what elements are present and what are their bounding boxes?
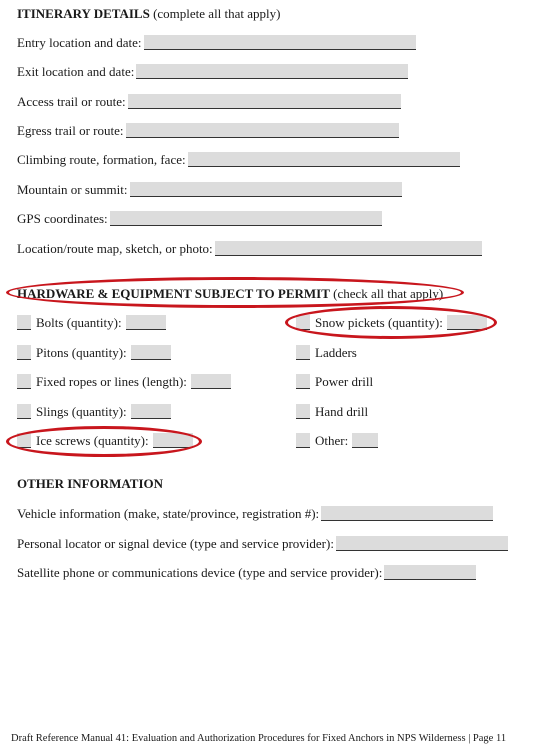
pitons-label: Pitons (quantity): (36, 345, 127, 360)
ice-screws-label: Ice screws (quantity): (36, 433, 149, 448)
personal-locator-row (17, 536, 508, 552)
satellite-phone-field[interactable] (384, 565, 476, 580)
snow-pickets-label: Snow pickets (quantity): (315, 315, 443, 330)
itinerary-subtitle: (complete all that apply) (153, 6, 281, 21)
other-row (296, 433, 378, 449)
snow-pickets-annotation-circle (285, 306, 497, 339)
hand-drill-row (296, 404, 368, 420)
slings-label: Slings (quantity): (36, 404, 127, 419)
exit-location-label: Exit location and date: (17, 64, 135, 79)
vehicle-info-row (17, 506, 493, 522)
map-label: Location/route map, sketch, or photo: (17, 241, 213, 256)
hardware-title: HARDWARE & EQUIPMENT SUBJECT TO PERMIT (17, 286, 330, 301)
vehicle-info-field[interactable] (321, 506, 493, 521)
page-footer: Draft Reference Manual 41: Evaluation and Authorization Procedures for Fixed Anchors in NPS Wilderness | Page 11 (11, 733, 507, 744)
other-field[interactable] (352, 433, 378, 448)
satellite-phone-label: Satellite phone or communications device (type and service provider): (17, 565, 383, 580)
map-field[interactable] (215, 241, 482, 256)
hand-drill-label: Hand drill (315, 404, 369, 419)
gps-label: GPS coordinates: (17, 211, 108, 226)
other-info-title: OTHER INFORMATION (17, 476, 164, 491)
climbing-route-field[interactable] (188, 152, 460, 167)
fixed-ropes-row (17, 374, 231, 390)
other-info-heading (17, 476, 163, 492)
pitons-quantity-field[interactable] (131, 345, 171, 360)
mountain-label: Mountain or summit: (17, 182, 128, 197)
climbing-route-row (17, 152, 460, 168)
itinerary-heading (17, 6, 281, 22)
ladders-row (296, 345, 357, 361)
climbing-route-label: Climbing route, formation, face: (17, 152, 186, 167)
satellite-phone-row (17, 565, 476, 581)
slings-row (17, 404, 171, 420)
itinerary-title: ITINERARY DETAILS (17, 6, 150, 21)
exit-location-row (17, 64, 408, 80)
personal-locator-field[interactable] (336, 536, 508, 551)
egress-trail-row (17, 123, 399, 139)
access-trail-label: Access trail or route: (17, 94, 126, 109)
personal-locator-label: Personal locator or signal device (type and service provider): (17, 536, 334, 551)
power-drill-checkbox[interactable] (296, 374, 310, 389)
access-trail-field[interactable] (128, 94, 401, 109)
bolts-row (17, 315, 166, 331)
other-checkbox[interactable] (296, 433, 310, 448)
bolts-quantity-field[interactable] (126, 315, 166, 330)
slings-quantity-field[interactable] (131, 404, 171, 419)
fixed-ropes-label: Fixed ropes or lines (length): (36, 374, 187, 389)
gps-field[interactable] (110, 211, 382, 226)
ladders-label: Ladders (315, 345, 357, 360)
power-drill-label: Power drill (315, 374, 374, 389)
entry-location-row (17, 35, 416, 51)
ladders-checkbox[interactable] (296, 345, 310, 360)
hardware-heading-annotation-circle (6, 277, 464, 308)
hardware-subtitle: (check all that apply) (333, 286, 444, 301)
access-trail-row (17, 94, 401, 110)
gps-row (17, 211, 382, 227)
entry-location-field[interactable] (144, 35, 416, 50)
egress-trail-field[interactable] (126, 123, 399, 138)
map-row (17, 241, 482, 257)
fixed-ropes-length-field[interactable] (191, 374, 231, 389)
egress-trail-label: Egress trail or route: (17, 123, 124, 138)
power-drill-row (296, 374, 373, 390)
exit-location-field[interactable] (136, 64, 408, 79)
mountain-row (17, 182, 402, 198)
pitons-row (17, 345, 171, 361)
ice-screws-annotation-circle (6, 426, 202, 457)
pitons-checkbox[interactable] (17, 345, 31, 360)
other-label: Other: (315, 433, 349, 448)
mountain-field[interactable] (130, 182, 402, 197)
entry-location-label: Entry location and date: (17, 35, 142, 50)
bolts-checkbox[interactable] (17, 315, 31, 330)
hand-drill-checkbox[interactable] (296, 404, 310, 419)
slings-checkbox[interactable] (17, 404, 31, 419)
fixed-ropes-checkbox[interactable] (17, 374, 31, 389)
vehicle-info-label: Vehicle information (make, state/province, registration #): (17, 506, 320, 521)
bolts-label: Bolts (quantity): (36, 315, 122, 330)
